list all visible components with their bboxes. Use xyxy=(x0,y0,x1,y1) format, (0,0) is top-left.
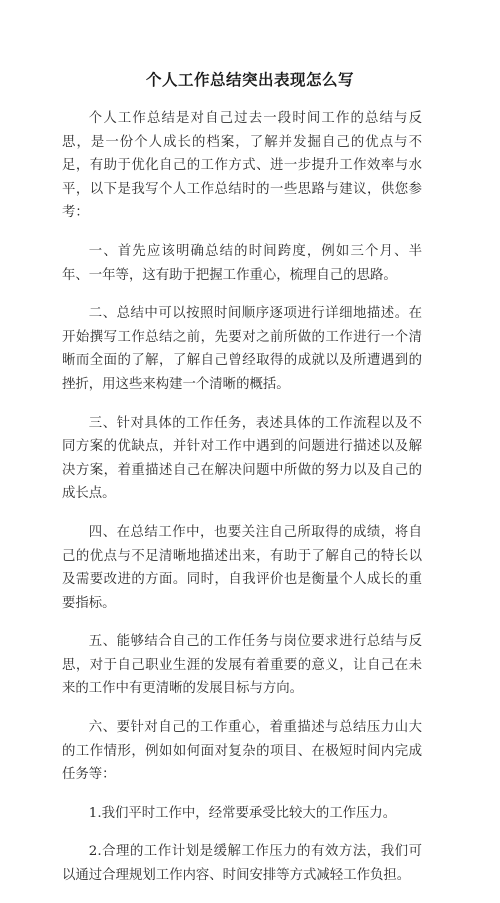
paragraph-point-6: 六、要针对自己的工作重心，着重描述与总结压力山大的工作情形，例如如何面对复杂的项目、在极短时间内完成任务等： xyxy=(62,720,422,783)
document-title: 个人工作总结突出表现怎么写 xyxy=(145,71,354,89)
paragraph-intro: 个人工作总结是对自己过去一段时间工作的总结与反思，是一份个人成长的档案，了解并发掘自己的优点与不足，有助于优化自己的工作方式、进一步提升工作效率与水平，以下是我写个人工作总结时的一些思路与建议，供您参考： xyxy=(62,111,422,221)
paragraph-point-1: 一、首先应该明确总结的时间跨度，例如三个月、半年、一年等，这有助于把握工作重心，梳理自己的思路。 xyxy=(62,243,422,283)
paragraph-point-2: 二、总结中可以按照时间顺序逐项进行详细地描述。在开始撰写工作总结之前，先要对之前所做的工作进行一个清晰而全面的了解，了解自己曾经取得的成就以及所遭遇到的挫折，用这些来构建一个清晰的概括。 xyxy=(62,306,422,392)
paragraph-point-5: 五、能够结合自己的工作任务与岗位要求进行总结与反思，对于自己职业生涯的发展有着重要的意义，让自己在未来的工作中有更清晰的发展目标与方向。 xyxy=(62,634,422,697)
paragraph-point-3: 三、针对具体的工作任务，表述具体的工作流程以及不同方案的优缺点，并针对工作中遇到的问题进行描述以及解决方案，着重描述自己在解决问题中所做的努力以及自己的成长点。 xyxy=(62,415,422,502)
paragraph-subpoint-2: 2.合理的工作计划是缓解工作压力的有效方法，我们可以通过合理规划工作内容、时间安排等方式减轻工作负担。 xyxy=(62,844,422,884)
document-body xyxy=(62,107,422,903)
paragraph-point-4: 四、在总结工作中，也要关注自己所取得的成绩，将自己的优点与不足清晰地描述出来，有助于了解自己的特长以及需要改进的方面。同时，自我评价也是衡量个人成长的重要指标。 xyxy=(62,524,422,611)
paragraph-subpoint-1: 1.我们平时工作中，经常要承受比较大的工作压力。 xyxy=(88,805,397,821)
